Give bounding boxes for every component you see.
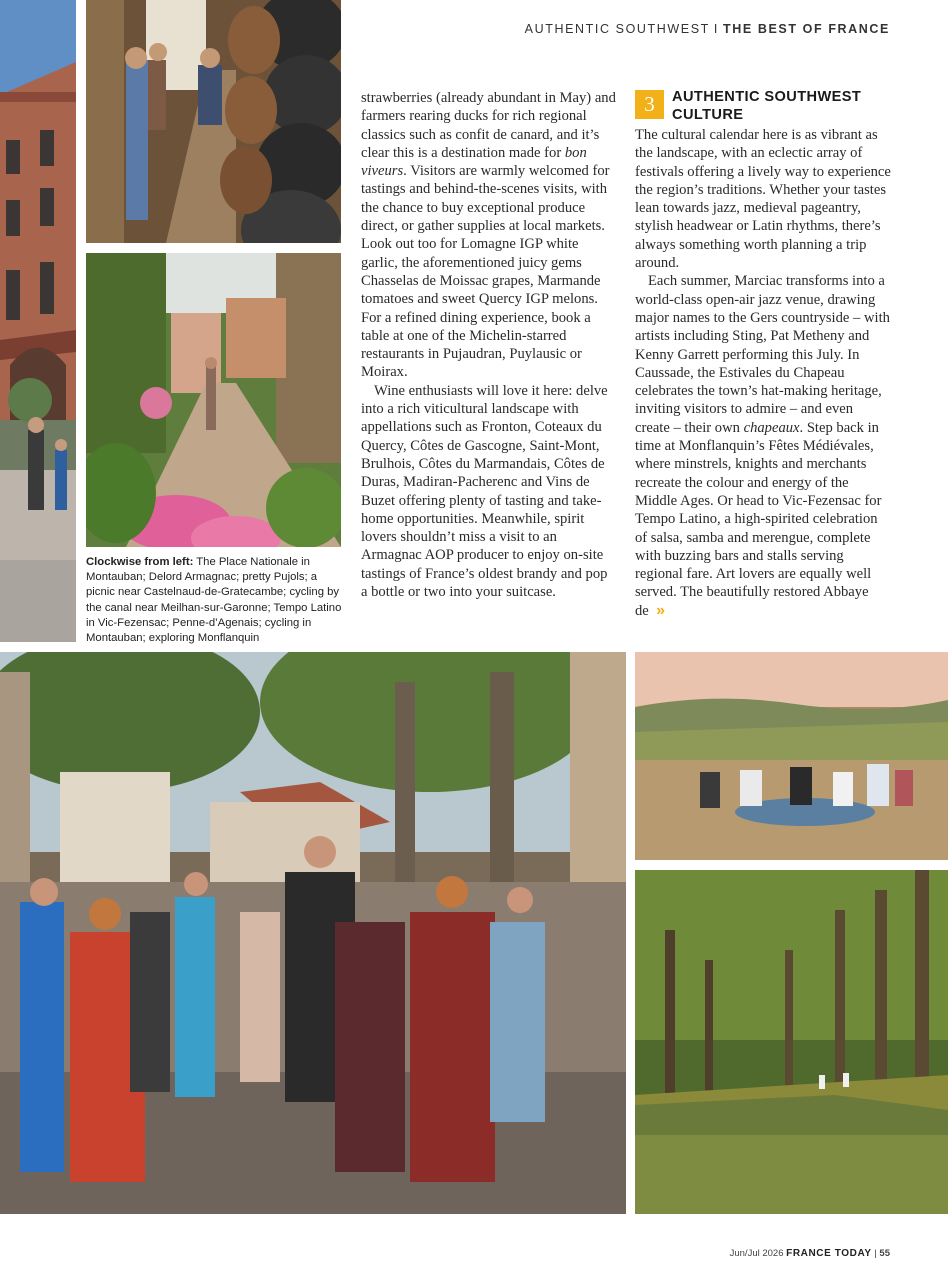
photo-picnic-image [635,652,948,860]
col1-paragraph-1 [361,89,617,382]
page-footer [730,1248,890,1259]
photo-tempo-latino [0,652,626,1214]
continue-chevron-icon: » [656,601,665,619]
caption-lead: Clockwise from left: [86,556,194,568]
photo-place-nationale-image [0,0,76,642]
footer-magazine: FRANCE TODAY [786,1248,872,1259]
photo-tempo-latino-image [0,652,626,1214]
footer-issue: Jun/Jul 2026 [729,1248,784,1259]
col1-p1-text-b: . Visitors are warmly welcomed for tastings and behind-the-scenes visits, with the chance to buy exceptional produce direct, or gather supplies at local markets. Look out too for Lomagne IGP white garlic, the aforementioned juicy gems Chasselas de Moissac grapes, Marmande tomatoes and sweet Quercy IGP melons. For a refined dining experience, book a table at one of the Michelin-starred restaurants in Pujaudran, Puylausic or Moirax. [361,163,610,381]
section-number-badge: 3 [635,90,664,119]
col2-p2-italic: chapeaux [743,419,800,436]
header-section: AUTHENTIC SOUTHWEST [524,22,710,36]
footer-page-number: 55 [879,1248,890,1259]
photo-canal-cycling-image [635,870,948,1214]
photo-pujols-image [86,253,341,547]
col1-p1-italic: bon viveurs [361,144,587,180]
section-title-line-1: AUTHENTIC SOUTHWEST [672,89,862,105]
col2-p2-text-a: Each summer, Marciac transforms into a world-class open-air jazz venue, drawing major names to the Gers countryside – with artists including Sting, Pat Metheny and Kenny Garrett performing this July. In Caussade, the Estivales du Chapeau celebrates the town’s hat-making heritage, inviting visitors to admire – and even create – their own [635,273,890,436]
col2-p2-text-b: . Step back in time at Monflanquin’s Fêtes Médiévales, where minstrels, knights and merchants recreate the colour and energy of the Middle Ages. Or head to Vic-Fezensac for Tempo Latino, a high-spirited celebration of salsa, samba and merengue, complete with buzzing bars and stalls serving regional fare. Art lovers are equally well served. The beautifully restored Abbaye de [635,419,882,619]
col2-paragraph-2 [635,272,891,620]
photo-picnic [635,652,948,860]
photo-canal-cycling [635,870,948,1214]
col2-paragraph-1: The cultural calendar here is as vibrant as the landscape, with an eclectic array of festivals offering a lively way to experience the region’s traditions. Whether your tastes lean towards jazz, medieval pageantry, stylish headwear or Latin rhythms, there’s always something worth planning a trip around. [635,127,891,272]
col1-paragraph-2: Wine enthusiasts will love it here: delve into a rich viticultural landscape with appellations such as Fronton, Coteaux du Quercy, Côtes de Gascogne, Saint-Mont, Brulhois, Côtes du Marmandais, Côtes de Duras, Madiran-Pacherenc and Vins de Buzet offering plenty of tasting and take-home opportunities. Meanwhile, spirit lovers shouldn’t miss a visit to an Armagnac AOP producer to enjoy on-site tastings of France’s oldest brandy and pop a bottle or two into your suitcase. [361,382,608,601]
header-separator: I [713,22,719,36]
photo-delord-armagnac [86,0,341,243]
running-header [525,22,890,36]
section-title [672,89,861,124]
photo-caption [86,555,342,646]
body-column-1 [361,89,617,601]
header-title: THE BEST OF FRANCE [723,22,890,36]
caption-text: The Place Nationale in Montauban; Delord Armagnac; pretty Pujols; a picnic near Castelnaud-de-Gratecambe; cycling by the canal near Meilhan-sur-Garonne; Tempo Latino in Vic-Fezensac; Penne-d’Agenais; cycling in Montauban; exploring Monflanquin [86,556,342,645]
photo-place-nationale [0,0,76,642]
col1-p1-text-a: strawberries (already abundant in May) and farmers rearing ducks for rich regional classics such as confit de canard, and it’s clear this is a destination made for [361,90,616,161]
photo-delord-armagnac-image [86,0,341,243]
photo-pujols [86,253,341,547]
footer-separator: | [874,1248,877,1259]
section-title-line-2: CULTURE [672,106,744,123]
body-column-2 [635,126,891,620]
section-heading [635,90,905,124]
